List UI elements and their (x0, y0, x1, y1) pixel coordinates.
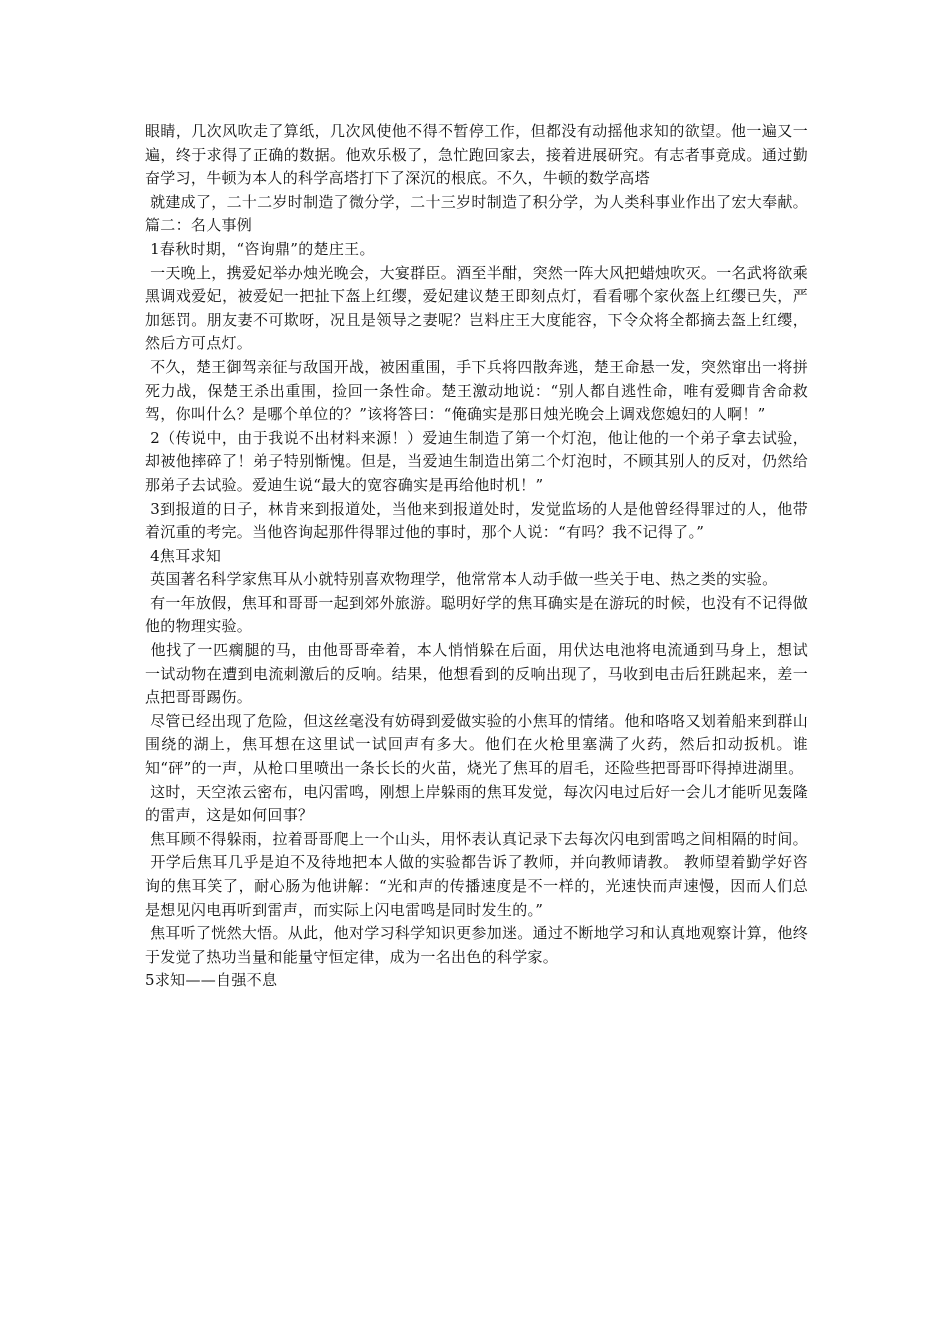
example-1-title: 1春秋时期，“咨询鼎”的楚庄王。 (145, 239, 375, 258)
paragraph-chu-battle: 不久，楚王御驾亲征与敌国开战，被困重围，手下兵将四散奔逃，楚王命悬一发，突然窜出一将拼死力战，保楚王杀出重围，捡回一条性命。楚王激动地说：“别人都自逃性命，唯有爱卿肯舍命救驾，你叫什么？是哪个单位的？”该将答曰：“俺确实是那日烛光晚会上调戏您媳妇的人啊！” (145, 357, 808, 424)
paragraph-joule-thunder: 这时，天空浓云密布，电闪雷鸣，刚想上岸躲雨的焦耳发觉，每次闪电过后好一会儿才能听见轰隆的雷声，这是如何回事？ (145, 782, 808, 825)
paragraph-joule-holiday: 有一年放假，焦耳和哥哥一起到郊外旅游。聪明好学的焦耳确实是在游玩的时候，也没有不记得做他的物理实验。 (145, 593, 808, 636)
section-heading: 篇二：名人事例 (145, 216, 253, 235)
paragraph-newton-calculus: 就建成了，二十二岁时制造了微分学，二十三岁时制造了积分学，为人类科事业作出了宏大奉献。 (145, 192, 808, 211)
paragraph-joule-timing: 焦耳顾不得躲雨，拉着哥哥爬上一个山头，用怀表认真记录下去每次闪电到雷鸣之间相隔的时间。 (145, 829, 808, 848)
document-page (145, 120, 814, 993)
example-4-title: 4焦耳求知 (145, 546, 222, 565)
paragraph-joule-intro: 英国著名科学家焦耳从小就特别喜欢物理学，他常常本人动手做一些关于电、热之类的实验。 (145, 570, 778, 589)
paragraph-joule-teacher: 开学后焦耳几乎是迫不及待地把本人做的实验都告诉了教师，并向教师请教。 教师望着勤学好咨询的焦耳笑了，耐心肠为他讲解：“光和声的传播速度是不一样的，光速快而声速慢，因而人们总是想见闪电再听到雷声，而实际上闪电雷鸣是同时发生的。” (145, 853, 808, 919)
paragraph-joule-conclusion: 焦耳听了恍然大悟。从此，他对学习科学知识更参加迷。通过不断地学习和认真地观察计算，他终于发觉了热功当量和能量守恒定律，成为一名出色的科学家。 (145, 924, 808, 966)
paragraph-chu-banquet: 一天晚上，携爱妃举办烛光晚会，大宴群臣。酒至半酣，突然一阵大风把蜡烛吹灭。一名武将欲乘黑调戏爱妃，被爱妃一把扯下盔上红缨，爱妃建议楚王即刻点灯，看看哪个家伙盔上红缨已失，严加惩罚。朋友妻不可欺呀，况且是领导之妻呢？岂料庄王大度能容，下令众将全都摘去盔上红缨，然后方可点灯。 (145, 263, 808, 353)
paragraph-joule-lake: 尽管已经出现了危险，但这丝毫没有妨碍到爱做实验的小焦耳的情绪。他和咯咯又划着船来到群山围绕的湖上，焦耳想在这里试一试回声有多大。他们在火枪里塞满了火药，然后扣动扳机。谁知“砰”的一声，从枪口里喷出一条长长的火苗，烧光了焦耳的眉毛，还险些把哥哥吓得掉进湖里。 (145, 711, 808, 778)
example-2-edison: 2（传说中，由于我说不出材料来源！）爱迪生制造了第一个灯泡，他让他的一个弟子拿去试验，却被他摔碎了！弟子特别惭愧。但是，当爱迪生制造出第二个灯泡时，不顾其别人的反对，仍然给那弟子去试验。爱迪生说“最大的宽容确实是再给他时机！” (145, 428, 808, 494)
example-5-title: 5求知——自强不息 (145, 971, 278, 990)
paragraph-joule-horse: 他找了一匹瘸腿的马，由他哥哥牵着，本人悄悄躲在后面，用伏达电池将电流通到马身上，想试 一试动物在遭到电流刺激后的反响。结果，他想看到的反响出现了，马收到电击后狂跳起来，差一点把哥哥踢伤。 (145, 641, 814, 707)
example-3-lincoln: 3到报道的日子，林肯来到报道处，当他来到报道处时，发觉监场的人是他曾经得罪过的人，他带着沉重的考完。当他咨询起那件得罪过他的事时，那个人说：“有吗？我不记得了。” (145, 499, 808, 542)
paragraph-newton-study: 眼睛，几次风吹走了算纸，几次风使他不得不暂停工作，但都没有动摇他求知的欲望。他一遍又一遍，终于求得了正确的数据。他欢乐极了，急忙跑回家去，接着进展研究。有志者事竟成。通过勤奋学习，牛顿为本人的科学高塔打下了深沉的根底。不久，牛顿的数学高塔 (145, 122, 808, 188)
